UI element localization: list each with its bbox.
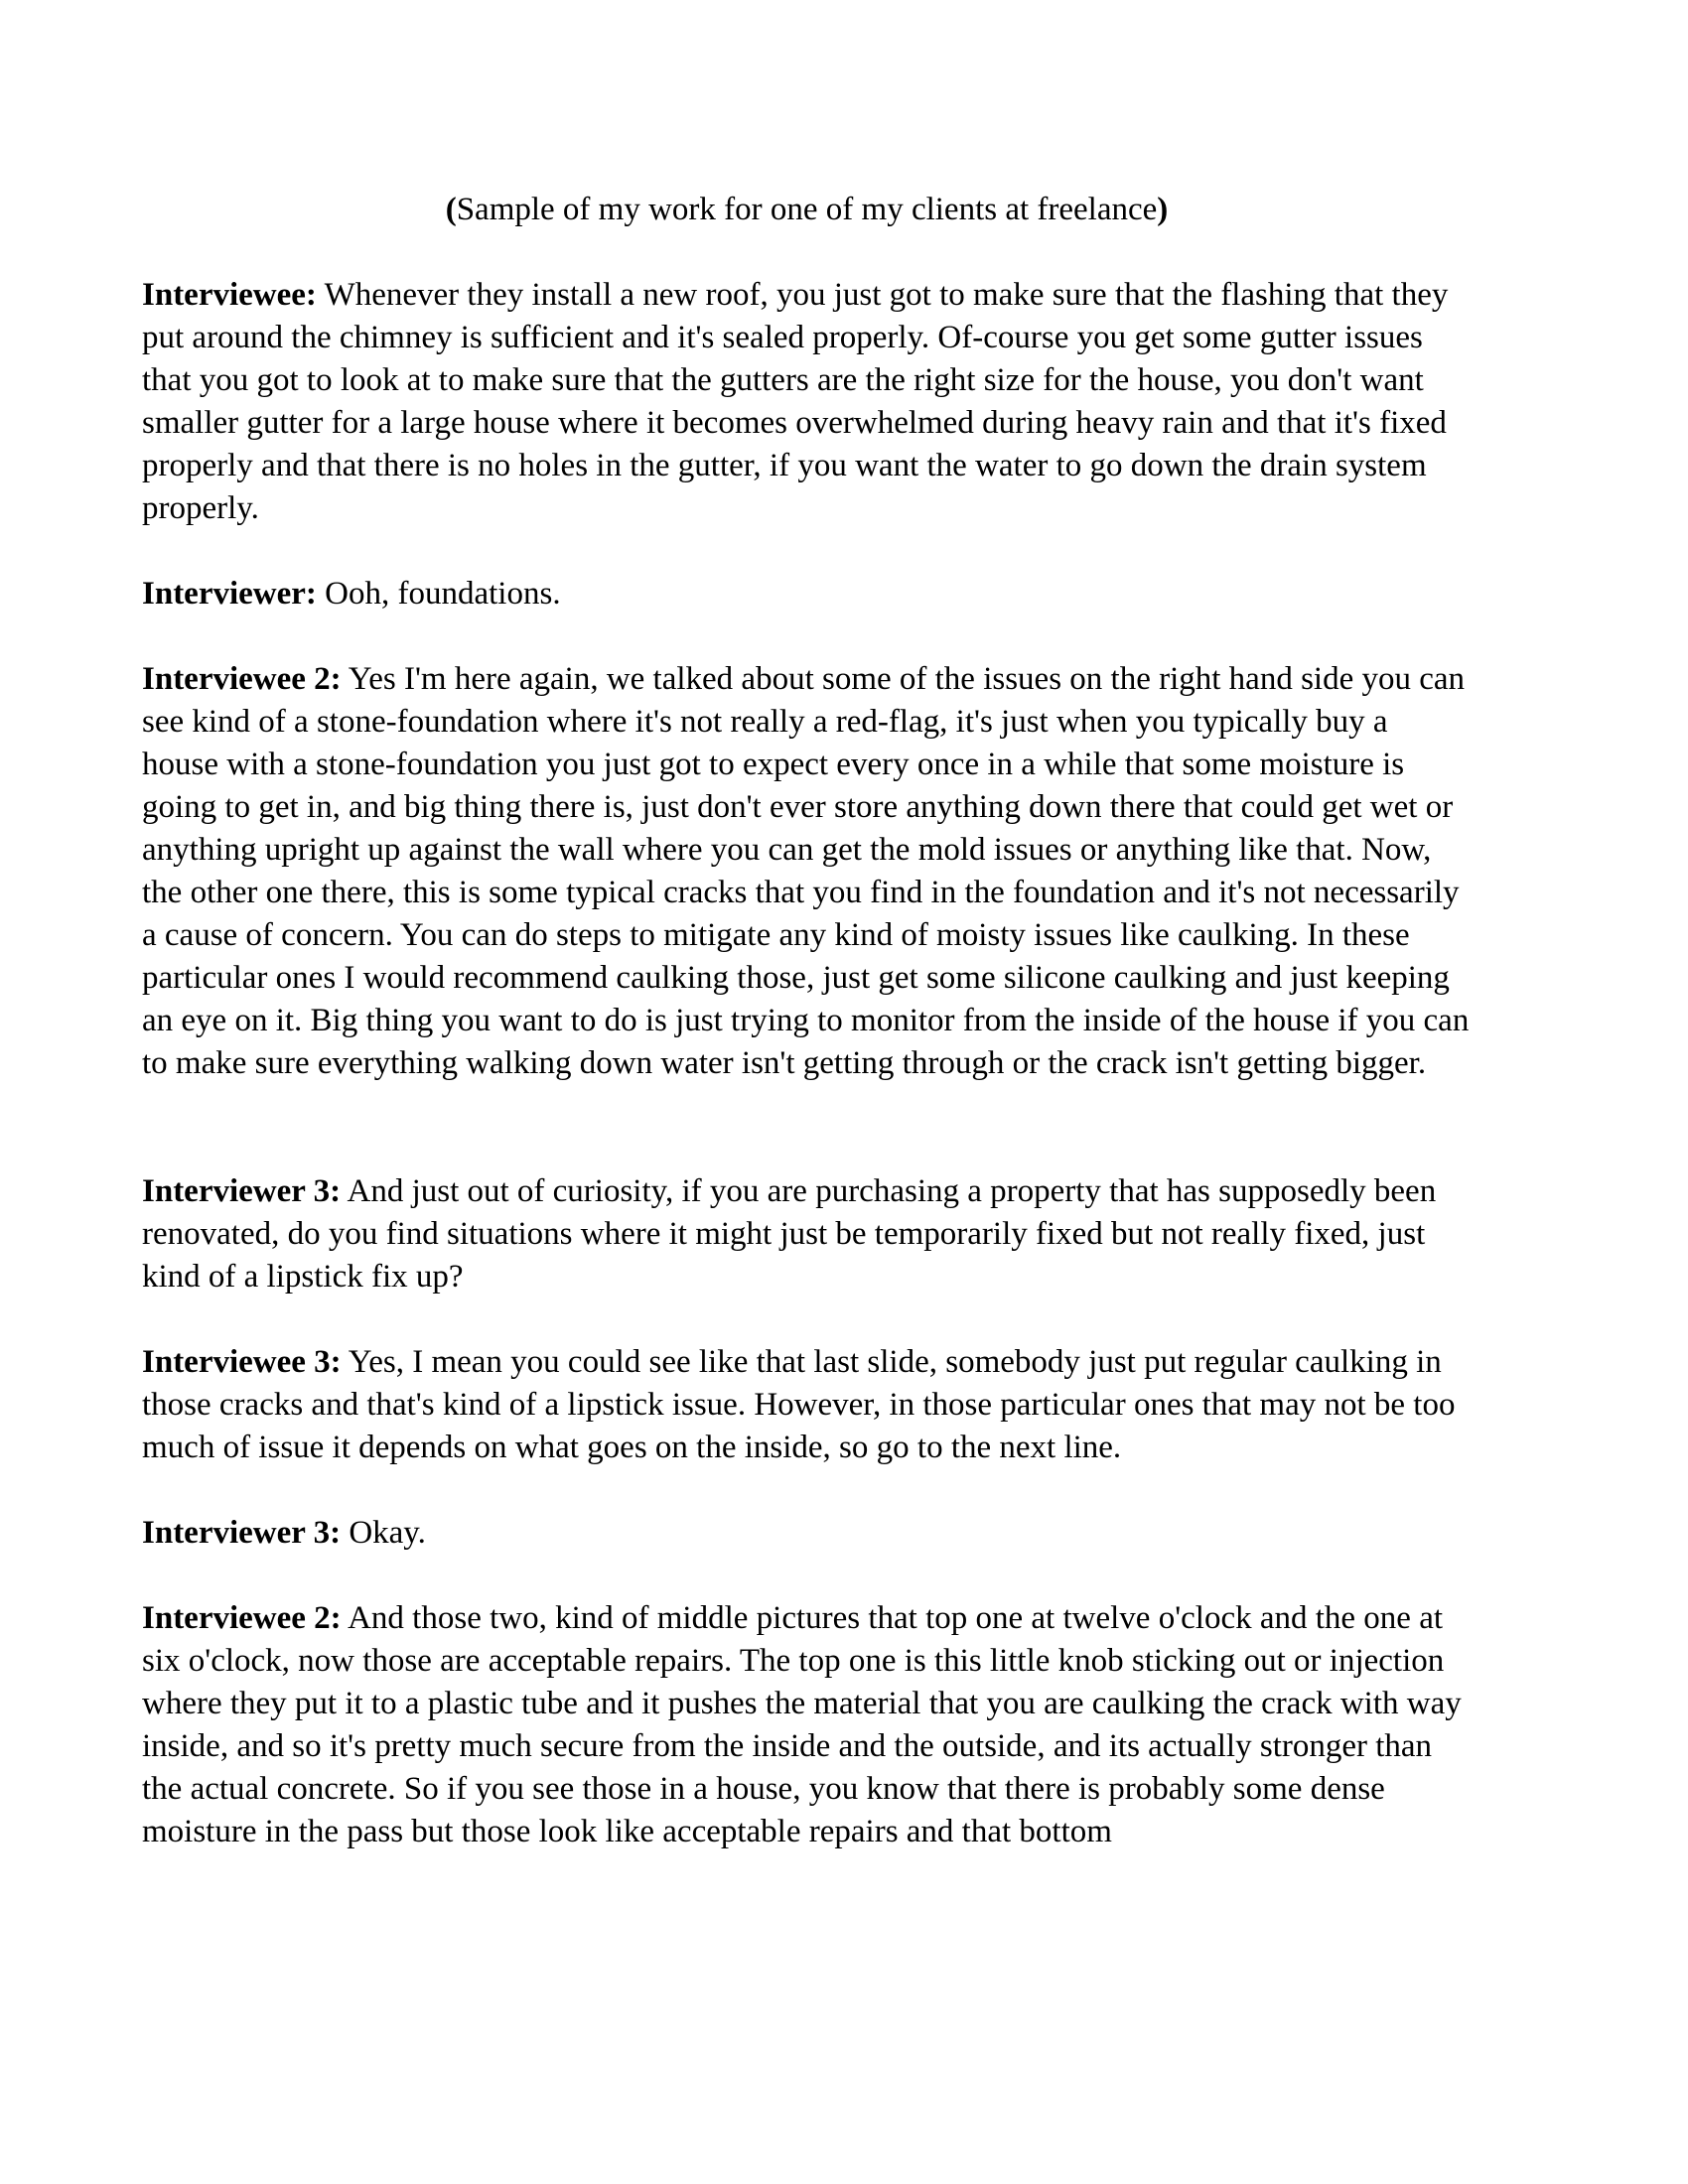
speech-text: Yes, I mean you could see like that last slide, somebody just put regular caulking in those cracks and that's kind of a lipstick issue. However, in those particular ones that may not be too much of issue it depends on what goes on the inside, so go to the next line. (142, 1344, 1456, 1465)
transcript-paragraph (142, 1512, 1472, 1555)
speaker-label: Interviewee 3: (142, 1344, 342, 1380)
speech-text: Okay. (341, 1515, 426, 1551)
speaker-label: Interviewee 2: (142, 661, 342, 697)
transcript-paragraph (142, 658, 1472, 1085)
speech-text: Ooh, foundations. (316, 576, 561, 612)
speech-text: Whenever they install a new roof, you just got to make sure that the flashing that they put around the chimney is sufficient and it's sealed properly. Of-course you get some gutter issues that you got to look at to make sure that the gutters are the right size for the house, you don't want smaller gutter for a large house where it becomes overwhelmed during heavy rain and that it's fixed properly and that there is no holes in the gutter, if you want the water to go down the drain system properly. (142, 277, 1449, 526)
speech-text: And just out of curiosity, if you are purchasing a property that has supposedly been renovated, do you find situations where it might just be temporarily fixed but not really fixed, just kind of a lipstick fix up? (142, 1173, 1437, 1295)
transcript-paragraph (142, 1170, 1472, 1298)
title-close-paren: ) (1157, 192, 1169, 227)
transcript-paragraph (142, 573, 1472, 615)
speaker-label: Interviewer: (142, 576, 317, 612)
document-title (142, 189, 1472, 231)
transcript-paragraph (142, 1341, 1472, 1469)
speech-text: Yes I'm here again, we talked about some of the issues on the right hand side you can see kind of a stone-foundation where it's not really a red-flag, it's just when you typically buy a house with a stone-foundation you just got to expect every once in a while that some moisture is going to get in, and big thing there is, just don't ever store anything down there that could get wet or anything upright up against the wall where you can get the mold issues or anything like that. Now, the other one there, this is some typical cracks that you find in the foundation and it's not necessarily a cause of concern. You can do steps to mitigate any kind of moisty issues like caulking. In these particular ones I would recommend caulking those, just get some silicone caulking and just keeping an eye on it. Big thing you want to do is just trying to monitor from the inside of the house if you can to make sure everything walking down water isn't getting through or the crack isn't getting bigger. (142, 661, 1470, 1081)
title-open-paren: ( (445, 192, 457, 227)
speaker-label: Interviewer 3: (142, 1173, 342, 1209)
speaker-label: Interviewee: (142, 277, 317, 313)
transcript-paragraph (142, 1597, 1472, 1853)
speaker-label: Interviewer 3: (142, 1515, 342, 1551)
speaker-label: Interviewee 2: (142, 1600, 342, 1636)
title-text: Sample of my work for one of my clients at freelance (456, 192, 1158, 227)
transcript (142, 274, 1472, 1853)
speech-text: And those two, kind of middle pictures that top one at twelve o'clock and the one at six o'clock, now those are acceptable repairs. The top one is this little knob sticking out or injection where they put it to a plastic tube and it pushes the material that you are caulking the crack with way inside, and so it's pretty much secure from the inside and the outside, and its actually stronger than the actual concrete. So if you see those in a house, you know that there is probably some dense moisture in the pass but those look like acceptable repairs and that bottom (142, 1600, 1462, 1849)
transcript-paragraph (142, 274, 1472, 530)
